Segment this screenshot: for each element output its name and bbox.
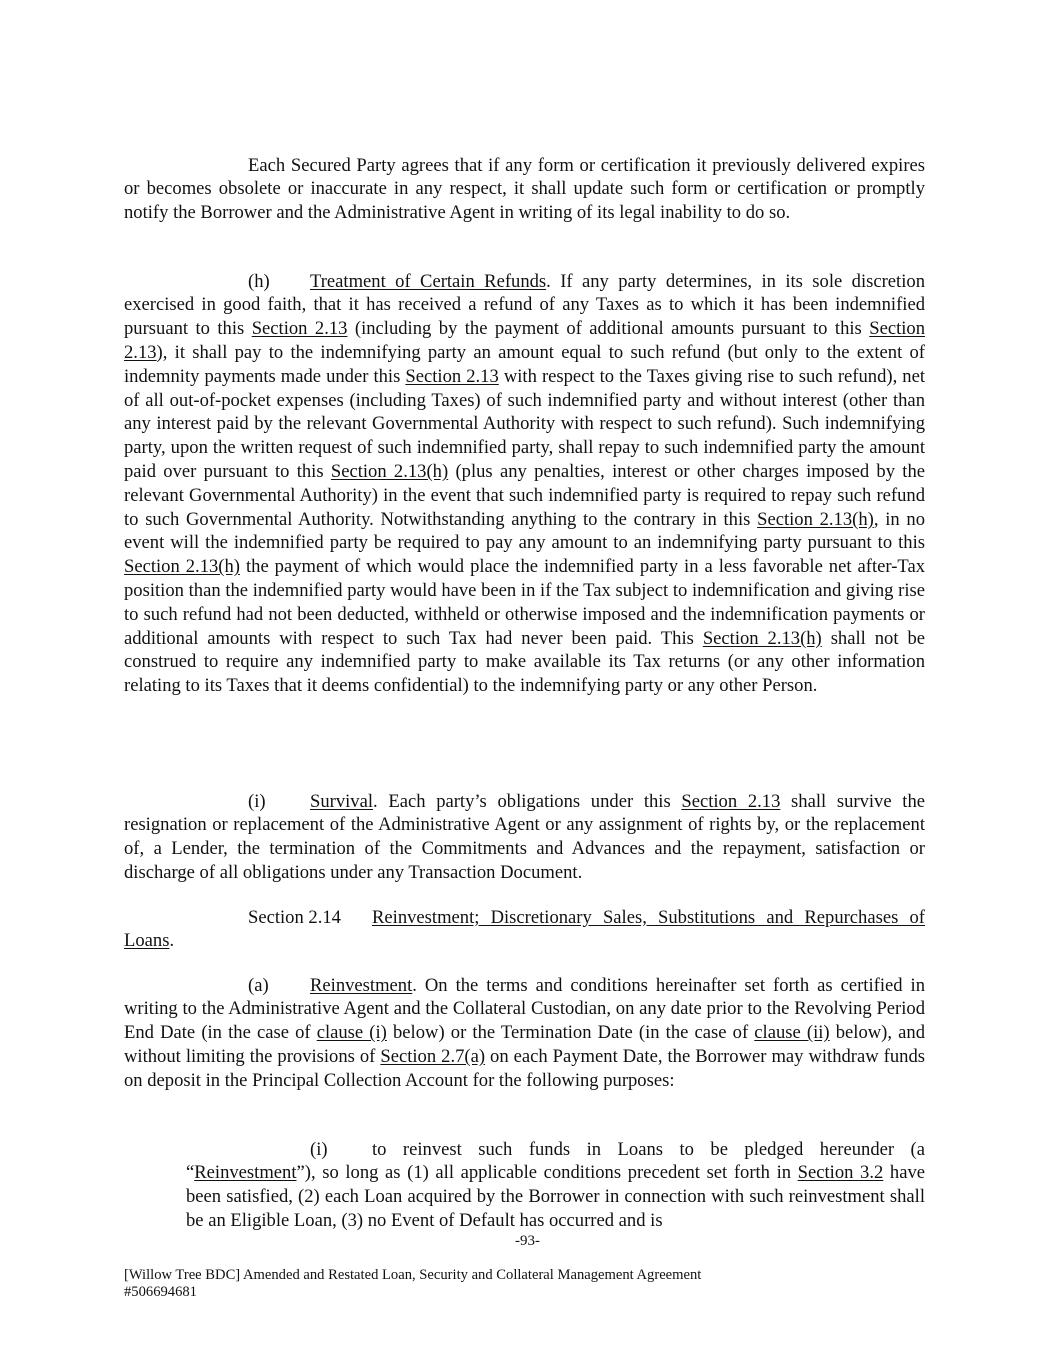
clause-number: (h) xyxy=(248,270,270,292)
paragraph-h-treatment-of-refunds xyxy=(124,270,925,698)
clause-heading: Survival xyxy=(310,790,374,812)
page-number: -93- xyxy=(515,1233,540,1249)
text-run: . xyxy=(169,930,175,952)
clause-number: (i) xyxy=(248,790,266,812)
section-reference: Section 2.7(a) xyxy=(380,1045,486,1067)
text-run: . On the terms and conditions hereinafter set forth as certified in writing to the Administrative Agent and the Collateral Custodian, on any date prior to the Revolving Period End Date (in the case of xyxy=(124,974,925,1044)
paragraph-i-survival xyxy=(124,790,925,885)
text-run: shall survive the resignation or replacement of the Administrative Agent or any assignment of rights by, or the replacement of, a Lender, the termination of the Commitments and Advances and the repayment, satisfaction or discharge of all obligations under any Transaction Document. xyxy=(124,790,925,883)
clause-number: (a) xyxy=(248,974,269,996)
clause-heading: Treatment of Certain Refunds xyxy=(310,270,547,292)
clause-reference: clause (i) xyxy=(316,1022,387,1044)
text-run: . Each party’s obligations under this xyxy=(373,790,682,812)
text-run: ), it shall pay to the indemnifying party an amount equal to such refund (but only to the extent of indemnity payments made under this xyxy=(124,341,925,387)
section-title: Reinvestment; Discretionary Sales, Substitutions and Repurchases of Loans xyxy=(124,906,925,952)
paragraph-secured-party-update xyxy=(124,154,925,225)
section-reference: Section 3.2 xyxy=(797,1162,884,1184)
footer-title: [Willow Tree BDC] Amended and Restated Loan, Security and Collateral Management Agreement xyxy=(124,1267,702,1283)
section-number: Section 2.14 xyxy=(248,906,341,928)
defined-term: Reinvestment xyxy=(194,1162,297,1184)
text-run: on each Payment Date, the Borrower may withdraw funds on deposit in the Principal Collection Account for the following purposes: xyxy=(124,1045,925,1091)
paragraph-a-i-reinvest-funds xyxy=(186,1138,925,1233)
text-run: , in no event will the indemnified party be required to pay any amount to an indemnifying party pursuant to this xyxy=(124,508,926,554)
text-run: shall not be construed to require any indemnified party to make available its Tax returns (or any other information relating to its Taxes that it deems confidential) to the indemnifying party or any other Person. xyxy=(124,627,926,697)
clause-number: (i) xyxy=(310,1138,328,1160)
section-reference: Section 2.13 xyxy=(124,318,926,363)
text-run: . If any party determines, in its sole discretion exercised in good faith, that it has received a refund of any Taxes as to which it has been indemnified pursuant to this xyxy=(124,270,925,340)
section-reference: Section 2.13(h) xyxy=(702,627,822,649)
paragraph-a-reinvestment xyxy=(124,974,925,1093)
text-run: the payment of which would place the indemnified party in a less favorable net after-Tax position than the indemnified party would have been in if the Tax subject to indemnification and giving rise to such refund had not been deducted, withheld or otherwise imposed and the indemnification payments or additional amounts with respect to such Tax had never been paid. This xyxy=(124,556,925,649)
section-reference: Section 2.13 xyxy=(681,790,781,812)
paragraph-text: Each Secured Party agrees that if any form or certification it previously delivered expires or becomes obsolete or inaccurate in any respect, it shall update such form or certification or promptly notify the Borrower and the Administrative Agent in writing of its legal inability to do so. xyxy=(124,154,925,224)
text-run: below) or the Termination Date (in the case of xyxy=(386,1022,755,1044)
section-2-14-heading xyxy=(124,906,925,954)
text-run: (plus any penalties, interest or other charges imposed by the relevant Governmental Authority) in the event that such indemnified party is required to repay such refund to such Governmental Authority. Notwithstanding anything to the contrary in this xyxy=(124,460,926,530)
section-reference: Section 2.13 xyxy=(251,318,348,340)
text-run: below), and without limiting the provisions of xyxy=(124,1022,926,1067)
text-run: (including by the payment of additional amounts pursuant to this xyxy=(347,318,870,340)
text-run: ”), so long as (1) all applicable conditions precedent set forth in xyxy=(296,1162,798,1184)
section-reference: Section 2.13(h) xyxy=(757,508,874,530)
text-run: with respect to the Taxes giving rise to such refund), net of all out-of-pocket expenses (including Taxes) of such indemnified party and without interest (other than any interest paid by the relevant Governmental Authority with respect to such refund). Such indemnifying party, upon the written request of such indemnified party, shall repay to such indemnified party the amount paid over pursuant to this xyxy=(124,365,926,482)
text-run: have been satisfied, (2) each Loan acquired by the Borrower in connection with such reinvestment shall be an Eligible Loan, (3) no Event of Default has occurred and is xyxy=(186,1162,925,1231)
section-reference: Section 2.13 xyxy=(405,365,499,387)
document-footer xyxy=(124,1267,701,1301)
clause-heading: Reinvestment xyxy=(310,974,413,996)
footer-document-id: #506694681 xyxy=(124,1284,197,1300)
text-run: to reinvest such funds in Loans to be pledged hereunder (a “ xyxy=(186,1138,925,1184)
section-reference: Section 2.13(h) xyxy=(330,460,449,482)
section-reference: Section 2.13(h) xyxy=(124,556,240,578)
clause-reference: clause (ii) xyxy=(754,1022,830,1044)
